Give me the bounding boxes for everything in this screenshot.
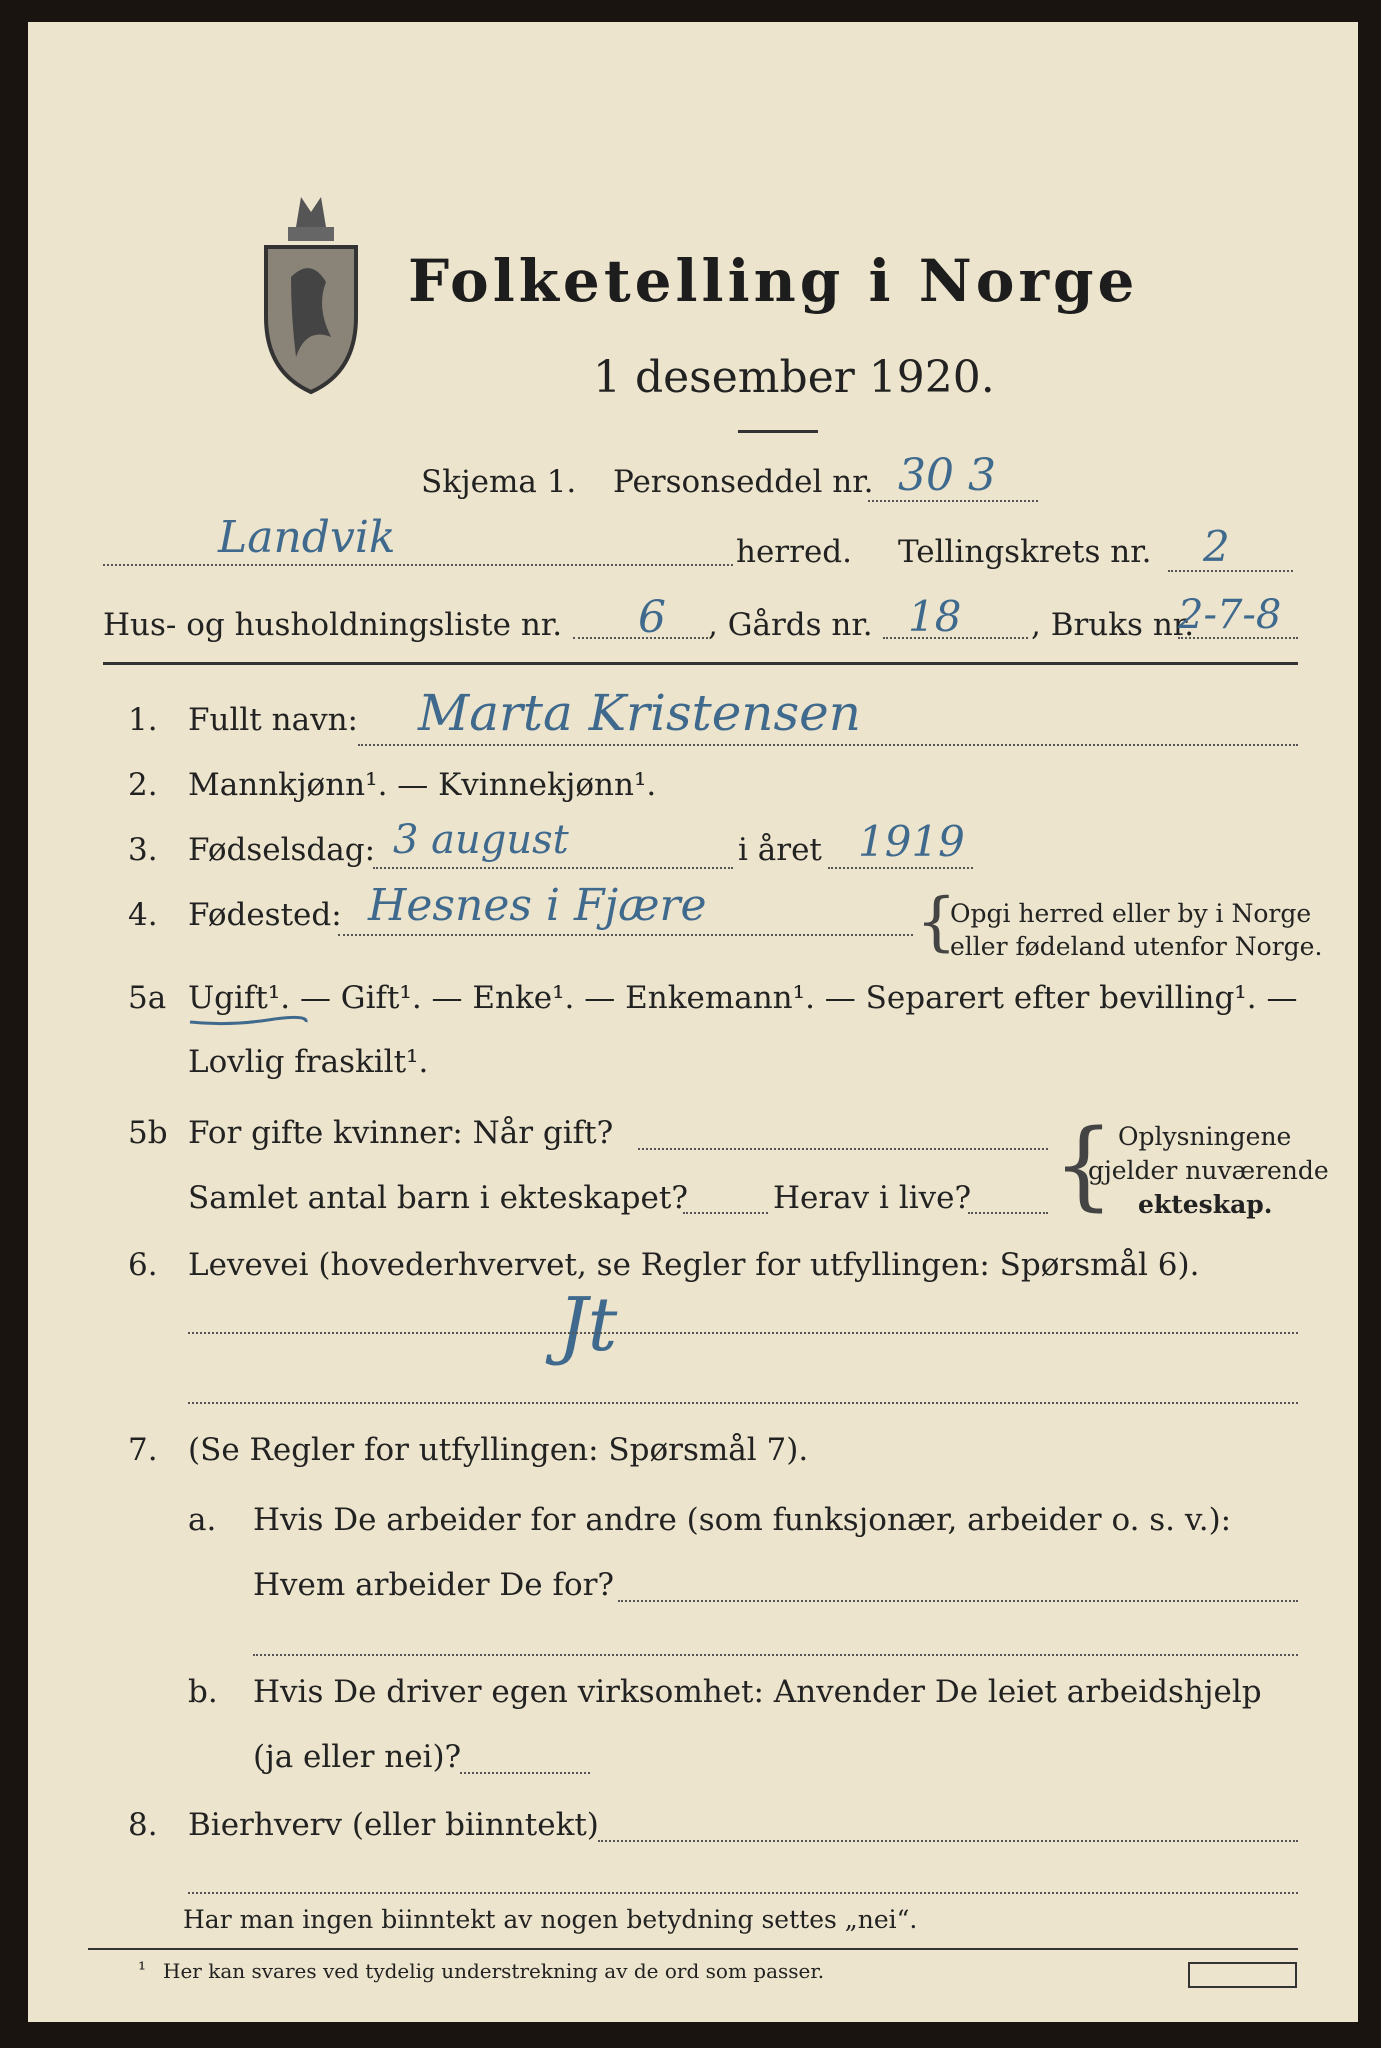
q4-value: Hesnes i Fjære [368,880,707,931]
q4-line [338,934,913,936]
q5b-children-line [683,1212,768,1214]
q5b-line2a: Samlet antal barn i ekteskapet? [188,1180,688,1216]
census-form [28,22,1358,2022]
tellingskrets-value: 2 [1203,522,1230,571]
q2-number: 2. [128,767,158,803]
q5b-number: 5b [128,1115,168,1151]
q2-label: Mannkjønn¹. — Kvinnekjønn¹. [188,767,657,803]
hus-line [573,637,708,639]
q7b-number: b. [188,1674,218,1710]
q3-year-line [828,867,973,869]
q6-line1 [188,1332,1298,1334]
q1-value: Marta Kristensen [418,684,861,742]
q7a-number: a. [188,1502,217,1538]
footnote-text: Her kan svares ved tydelig understrekning av de ord som passer. [163,1959,825,1983]
hus-label: Hus- og husholdningsliste nr. [103,607,563,643]
q4-number: 4. [128,897,158,933]
q8-line1 [598,1840,1298,1842]
gards-line [883,637,1028,639]
bruks-value: 2-7-8 [1178,592,1282,638]
q7a-employer-line1 [618,1600,1298,1602]
form-title: Folketelling i Norge [408,247,1139,315]
q8-label: Bierhverv (eller biinntekt) [188,1807,599,1843]
herred-label: herred. [736,534,852,570]
q4-note-line1: Opgi herred eller by i Norge [950,899,1312,928]
q7a-employer-line2 [253,1654,1298,1656]
q7a-line2: Hvem arbeider De for? [253,1567,615,1603]
q3-value: 3 august [393,817,569,863]
q7b-line1: Hvis De driver egen virksomhet: Anvender De leiet arbeidshjelp [253,1674,1262,1710]
printer-stamp [1188,1962,1297,1988]
q3-year-label: i året [738,832,822,868]
q5b-note-line3: ekteskap. [1138,1190,1273,1219]
q5b-note-line1: Oplysningene [1118,1122,1292,1151]
footnote-mark: ¹ [138,1957,147,1981]
q7-label: (Se Regler for utfyllingen: Spørsmål 7). [188,1432,809,1468]
schema-label: Skjema 1. [421,464,577,500]
q1-number: 1. [128,702,158,738]
ugift-underline [188,1014,308,1028]
q6-label: Levevei (hovederhvervet, se Regler for utfyllingen: Spørsmål 6). [188,1247,1200,1283]
q6-line2 [188,1402,1298,1404]
coat-of-arms-icon [256,187,366,397]
herred-line [103,564,733,566]
q5a-number: 5a [128,980,167,1016]
footnote-rule [88,1948,1298,1950]
q5b-line2b: Herav i live? [773,1180,972,1216]
hus-value: 6 [638,592,666,643]
q4-brace: { [916,885,957,959]
tellingskrets-line [1168,570,1293,572]
q6-number: 6. [128,1247,158,1283]
q7b-answer-line [460,1772,590,1774]
q4-note-line2: eller fødeland utenfor Norge. [950,932,1323,961]
q3-year-value: 1919 [858,817,965,866]
q5b-line1: For gifte kvinner: Når gift? [188,1115,614,1151]
q4-label: Fødested: [188,897,342,933]
personseddel-value: 30 3 [898,450,996,501]
q1-label: Fullt navn: [188,702,358,738]
gards-value: 18 [908,592,962,641]
q7-number: 7. [128,1432,158,1468]
personseddel-label: Personseddel nr. [613,464,874,500]
bruks-line [1178,637,1298,639]
gards-label: , Gårds nr. [708,607,873,643]
personseddel-line [868,500,1038,502]
header-rule [103,662,1298,665]
herred-value: Landvik [218,512,396,563]
title-divider [738,430,818,433]
q5b-brace: { [1053,1109,1115,1221]
q5b-alive-line [968,1212,1048,1214]
q5b-married-line [638,1148,1048,1150]
q8-line2 [188,1892,1298,1894]
census-date: 1 desember 1920. [593,352,995,403]
q5a-line1: Ugift¹. — Gift¹. — Enke¹. — Enkemann¹. — Separert efter bevilling¹. — [188,980,1298,1016]
q5a-line2: Lovlig fraskilt¹. [188,1044,429,1080]
q1-line [358,744,1298,746]
tellingskrets-label: Tellingskrets nr. [898,534,1152,570]
q7a-line1: Hvis De arbeider for andre (som funksjonær, arbeider o. s. v.): [253,1502,1232,1538]
q8-note: Har man ingen biinntekt av nogen betydning settes „nei“. [183,1905,918,1934]
q7b-line2: (ja eller nei)? [253,1739,462,1775]
q3-label: Fødselsdag: [188,832,376,868]
q8-number: 8. [128,1807,158,1843]
q3-number: 3. [128,832,158,868]
bruks-label: , Bruks nr. [1031,607,1195,643]
q6-value: Jt [558,1282,618,1368]
q3-line [373,867,733,869]
q5b-note-line2: gjelder nuværende [1088,1156,1329,1185]
